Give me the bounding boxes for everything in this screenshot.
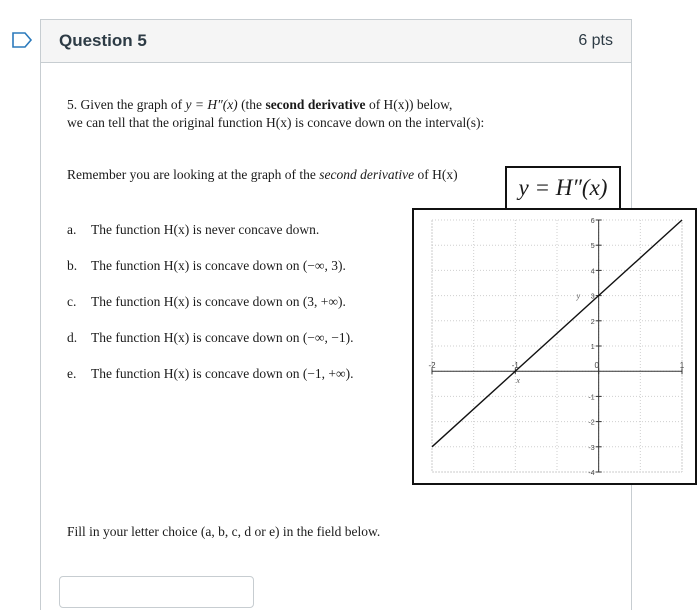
option-text: The function H(x) is concave down on (−∞, −1). xyxy=(91,330,354,345)
prompt-bold: second derivative xyxy=(265,97,366,112)
fill-instruction: Fill in your letter choice (a, b, c, d or e) in the field below. xyxy=(67,524,381,539)
answer-input[interactable] xyxy=(59,576,254,608)
option-c xyxy=(67,294,346,310)
y-tick-label: 5 xyxy=(590,243,595,251)
y-tick-label: -2 xyxy=(588,419,595,427)
prompt-text-post: of H(x)) below, xyxy=(365,97,453,112)
prompt-line-2: we can tell that the original function H(x) is concave down on the interval(s): xyxy=(67,115,485,130)
option-d xyxy=(67,330,354,346)
y-tick-label: -3 xyxy=(588,444,595,452)
option-text: The function H(x) is concave down on (−∞, 3). xyxy=(91,258,346,273)
option-text: The function H(x) is concave down on (3, +∞). xyxy=(91,294,346,309)
question-header xyxy=(41,19,631,63)
prompt-text-mid: (the xyxy=(237,97,266,112)
option-letter: d. xyxy=(67,330,78,345)
option-letter: b. xyxy=(67,258,78,273)
reminder-italic: second derivative xyxy=(319,167,415,182)
question-prompt xyxy=(67,96,537,132)
option-letter: a. xyxy=(67,222,77,237)
derivative-graph xyxy=(414,210,695,483)
y-tick-label: 4 xyxy=(590,268,595,276)
reminder-text xyxy=(67,167,458,183)
option-text: The function H(x) is never concave down. xyxy=(91,222,320,237)
x-tick-label: 0 xyxy=(594,361,599,371)
x-tick-label: -1 xyxy=(511,361,519,371)
y-tick-label: 1 xyxy=(590,344,595,351)
y-tick-label: 2 xyxy=(590,318,595,326)
y-tick-label: 3 xyxy=(590,293,595,301)
bookmark-flag-icon[interactable] xyxy=(11,32,33,48)
x-tick-label: 1 xyxy=(679,361,685,371)
question-title: Question 5 xyxy=(59,31,147,50)
option-a xyxy=(67,222,319,238)
option-text: The function H(x) is concave down on (−1, +∞). xyxy=(91,366,354,381)
option-e xyxy=(67,366,354,382)
y-tick-label: -4 xyxy=(588,470,595,477)
graph-label-text: y = H″(x) xyxy=(518,175,608,200)
x-axis-label: x xyxy=(516,376,520,386)
graph-frame xyxy=(412,208,697,485)
option-letter: c. xyxy=(67,294,77,309)
reminder-post: of H(x) xyxy=(414,167,458,182)
prompt-math: y = H″(x) xyxy=(185,97,238,112)
reminder-pre: Remember you are looking at the graph of the xyxy=(67,167,320,182)
y-tick-label: 6 xyxy=(590,218,595,225)
prompt-text: 5. Given the graph of xyxy=(67,97,186,112)
x-tick-label: -2 xyxy=(428,361,436,371)
option-letter: e. xyxy=(67,366,77,381)
graph-label xyxy=(505,166,621,210)
option-b xyxy=(67,258,346,274)
y-tick-label: -1 xyxy=(588,394,595,402)
y-axis-label: y xyxy=(576,291,581,301)
question-points: 6 pts xyxy=(578,32,613,49)
